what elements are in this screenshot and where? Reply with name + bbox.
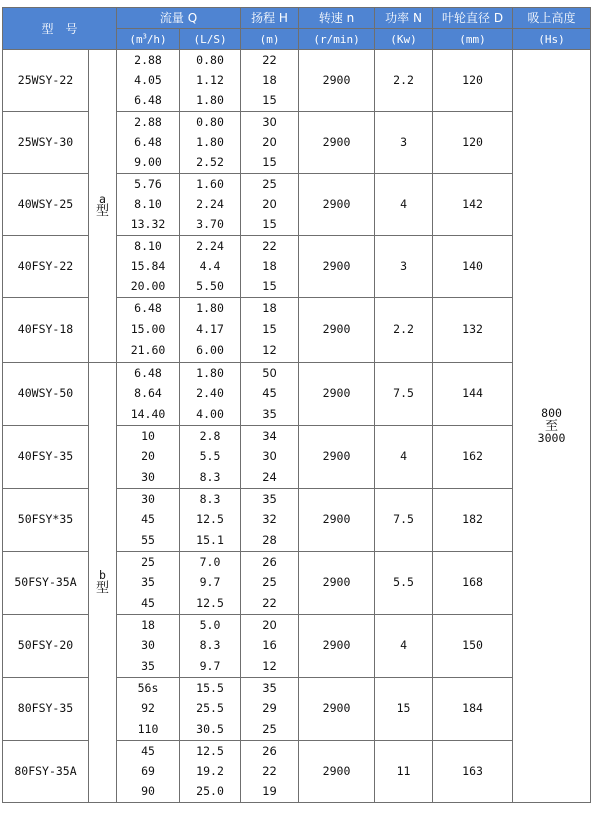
value-text: 29 — [262, 701, 277, 716]
value-text: 12.5 — [196, 512, 224, 527]
impeller-cell: 184 — [433, 678, 513, 741]
head-cell — [241, 741, 299, 803]
value-text: 30 — [141, 491, 155, 506]
suction-bottom: 3000 — [537, 430, 566, 445]
value-text: 1.80 — [196, 301, 224, 316]
value-text: 32 — [262, 512, 277, 527]
flow-ls-cell — [180, 741, 241, 803]
flow-ls-cell — [180, 552, 241, 615]
value-text: 12 — [262, 343, 277, 358]
model-cell: 40FSY-35 — [3, 426, 89, 489]
value-text: 8.3 — [199, 638, 221, 653]
value-text: 9.7 — [199, 575, 221, 590]
flow-ls-cell — [180, 298, 241, 363]
value-text: 4.05 — [134, 72, 162, 87]
value-text: 4.4 — [199, 258, 221, 273]
flow-ls-cell — [180, 112, 241, 174]
speed-cell: 2900 — [299, 174, 375, 236]
header-power: 功率 N — [375, 8, 433, 29]
flow-ls-cell — [180, 50, 241, 112]
head-cell — [241, 615, 299, 678]
flow-unit-pre: (m — [129, 32, 143, 46]
value-text: 15 — [262, 92, 277, 107]
value-text: 110 — [137, 721, 159, 736]
value-text: 26 — [262, 743, 277, 758]
value-text: 56s — [137, 680, 159, 695]
value-text: 5.76 — [134, 176, 162, 191]
power-cell: 3 — [375, 112, 433, 174]
flow-m3h-cell — [117, 363, 180, 426]
value-text: 35 — [262, 680, 277, 695]
power-cell: 7.5 — [375, 363, 433, 426]
model-cell: 40WSY-25 — [3, 174, 89, 236]
flow-m3h-cell — [117, 741, 180, 803]
value-text: 13.32 — [130, 216, 166, 231]
header-impeller: 叶轮直径 D — [433, 8, 513, 29]
value-text: 25.0 — [196, 783, 224, 798]
value-text: 8.10 — [134, 196, 162, 211]
model-cell: 40FSY-22 — [3, 236, 89, 298]
value-text: 25.5 — [196, 701, 224, 716]
value-text: 2.40 — [196, 386, 224, 401]
value-text: 18 — [262, 258, 277, 273]
flow-m3h-cell — [117, 298, 180, 363]
model-cell: 50FSY*35 — [3, 489, 89, 552]
flow-ls-cell — [180, 489, 241, 552]
header-head: 扬程 H — [241, 8, 299, 29]
value-text: 22 — [262, 238, 277, 253]
value-text: 26 — [262, 554, 277, 569]
value-text: 19 — [262, 783, 277, 798]
value-text: 12 — [262, 658, 277, 673]
value-text: 6.48 — [134, 134, 162, 149]
value-text: 20.00 — [130, 278, 166, 293]
value-text: 55 — [141, 532, 155, 547]
value-text: 69 — [141, 763, 155, 778]
model-cell: 80FSY-35 — [3, 678, 89, 741]
impeller-cell: 182 — [433, 489, 513, 552]
group-word: 型 — [96, 204, 110, 220]
flow-ls-cell — [180, 174, 241, 236]
value-text: 25 — [262, 575, 277, 590]
value-text: 30 — [141, 469, 155, 484]
value-text: 12.5 — [196, 743, 224, 758]
value-text: 4.17 — [196, 322, 224, 337]
speed-cell: 2900 — [299, 363, 375, 426]
value-text: 2.24 — [196, 196, 224, 211]
value-text: 30.5 — [196, 721, 224, 736]
model-cell: 50FSY-35A — [3, 552, 89, 615]
value-text: 8.10 — [134, 238, 162, 253]
value-text: 50 — [262, 365, 277, 380]
value-text: 9.00 — [134, 154, 162, 169]
power-cell: 7.5 — [375, 489, 433, 552]
value-text: 18 — [262, 72, 277, 87]
model-cell: 25WSY-22 — [3, 50, 89, 112]
flow-ls-cell — [180, 678, 241, 741]
flow-ls-cell — [180, 426, 241, 489]
value-text: 20 — [262, 196, 277, 211]
value-text: 6.48 — [134, 92, 162, 107]
model-cell: 25WSY-30 — [3, 112, 89, 174]
value-text: 2.8 — [199, 428, 221, 443]
head-cell — [241, 112, 299, 174]
value-text: 92 — [141, 701, 155, 716]
head-cell — [241, 174, 299, 236]
value-text: 8.3 — [199, 469, 221, 484]
value-text: 15.00 — [130, 322, 166, 337]
group-a-label — [89, 50, 117, 363]
power-cell: 4 — [375, 426, 433, 489]
group-letter: b — [99, 568, 106, 583]
value-text: 45 — [141, 512, 155, 527]
value-text: 2.88 — [134, 52, 162, 67]
impeller-cell: 132 — [433, 298, 513, 363]
value-text: 2.24 — [196, 238, 224, 253]
value-text: 12.5 — [196, 595, 224, 610]
suction-mid: 至 — [545, 418, 559, 434]
speed-cell: 2900 — [299, 615, 375, 678]
suction-height-cell — [513, 50, 591, 803]
impeller-cell: 144 — [433, 363, 513, 426]
group-b-label — [89, 363, 117, 803]
value-text: 1.80 — [196, 365, 224, 380]
header-flow-unit-m3h — [117, 29, 180, 50]
header-suction-unit: (Hs) — [513, 29, 591, 50]
flow-ls-cell — [180, 363, 241, 426]
value-text: 20 — [262, 134, 277, 149]
value-text: 2.52 — [196, 154, 224, 169]
flow-m3h-cell — [117, 426, 180, 489]
value-text: 25 — [262, 176, 277, 191]
flow-unit-sup: 3 — [142, 31, 147, 40]
header-speed: 转速 n — [299, 8, 375, 29]
value-text: 1.12 — [196, 72, 224, 87]
value-text: 15 — [262, 278, 277, 293]
flow-m3h-cell — [117, 552, 180, 615]
head-cell — [241, 426, 299, 489]
flow-unit-post: /h) — [146, 32, 167, 46]
value-text: 10 — [141, 428, 155, 443]
speed-cell: 2900 — [299, 489, 375, 552]
impeller-cell: 162 — [433, 426, 513, 489]
value-text: 19.2 — [196, 763, 224, 778]
value-text: 35 — [262, 406, 277, 421]
header-power-unit: (Kw) — [375, 29, 433, 50]
value-text: 30 — [262, 114, 277, 129]
value-text: 8.64 — [134, 386, 162, 401]
header-flow: 流量 Q — [117, 8, 241, 29]
header-model: 型 号 — [3, 8, 117, 50]
value-text: 0.80 — [196, 52, 224, 67]
value-text: 7.0 — [199, 554, 221, 569]
head-cell — [241, 236, 299, 298]
value-text: 5.50 — [196, 278, 224, 293]
value-text: 15.84 — [130, 258, 166, 273]
pump-spec-table — [2, 7, 591, 803]
value-text: 9.7 — [199, 658, 221, 673]
value-text: 3.70 — [196, 216, 224, 231]
flow-m3h-cell — [117, 236, 180, 298]
speed-cell: 2900 — [299, 50, 375, 112]
model-cell: 40WSY-50 — [3, 363, 89, 426]
model-cell: 80FSY-35A — [3, 741, 89, 803]
header-impeller-unit: (mm) — [433, 29, 513, 50]
header-head-unit: (m) — [241, 29, 299, 50]
header-suction: 吸上高度 — [513, 8, 591, 29]
value-text: 20 — [141, 449, 155, 464]
table-row — [3, 50, 591, 112]
value-text: 6.00 — [196, 343, 224, 358]
flow-m3h-cell — [117, 174, 180, 236]
flow-ls-cell — [180, 236, 241, 298]
speed-cell: 2900 — [299, 426, 375, 489]
value-text: 20 — [262, 617, 277, 632]
value-text: 35 — [262, 491, 277, 506]
value-text: 4.00 — [196, 406, 224, 421]
power-cell: 4 — [375, 174, 433, 236]
value-text: 1.80 — [196, 134, 224, 149]
value-text: 16 — [262, 638, 277, 653]
suction-top: 800 — [541, 406, 562, 420]
head-cell — [241, 50, 299, 112]
header-speed-unit: (r/min) — [299, 29, 375, 50]
value-text: 22 — [262, 595, 277, 610]
group-word: 型 — [96, 580, 110, 596]
head-cell — [241, 298, 299, 363]
impeller-cell: 150 — [433, 615, 513, 678]
table-body — [3, 50, 591, 803]
head-cell — [241, 489, 299, 552]
value-text: 15 — [262, 216, 277, 231]
value-text: 45 — [141, 743, 155, 758]
power-cell: 15 — [375, 678, 433, 741]
value-text: 22 — [262, 52, 277, 67]
value-text: 5.0 — [199, 617, 221, 632]
power-cell: 5.5 — [375, 552, 433, 615]
value-text: 35 — [141, 575, 155, 590]
power-cell: 2.2 — [375, 50, 433, 112]
model-cell: 50FSY-20 — [3, 615, 89, 678]
value-text: 25 — [262, 721, 277, 736]
value-text: 45 — [141, 595, 155, 610]
power-cell: 4 — [375, 615, 433, 678]
flow-m3h-cell — [117, 489, 180, 552]
value-text: 18 — [141, 617, 155, 632]
flow-m3h-cell — [117, 112, 180, 174]
flow-ls-cell — [180, 615, 241, 678]
speed-cell: 2900 — [299, 112, 375, 174]
speed-cell: 2900 — [299, 298, 375, 363]
value-text: 15.1 — [196, 532, 224, 547]
impeller-cell: 142 — [433, 174, 513, 236]
value-text: 8.3 — [199, 491, 221, 506]
speed-cell: 2900 — [299, 678, 375, 741]
value-text: 5.5 — [199, 449, 221, 464]
flow-m3h-cell — [117, 678, 180, 741]
value-text: 30 — [141, 638, 155, 653]
power-cell: 2.2 — [375, 298, 433, 363]
value-text: 30 — [262, 449, 277, 464]
value-text: 22 — [262, 763, 277, 778]
power-cell: 11 — [375, 741, 433, 803]
value-text: 15.5 — [196, 680, 224, 695]
impeller-cell: 120 — [433, 50, 513, 112]
model-cell: 40FSY-18 — [3, 298, 89, 363]
value-text: 15 — [262, 154, 277, 169]
flow-m3h-cell — [117, 50, 180, 112]
power-cell: 3 — [375, 236, 433, 298]
impeller-cell: 168 — [433, 552, 513, 615]
value-text: 28 — [262, 532, 277, 547]
header-flow-unit-ls: (L/S) — [180, 29, 241, 50]
value-text: 1.60 — [196, 176, 224, 191]
value-text: 90 — [141, 783, 155, 798]
value-text: 34 — [262, 428, 277, 443]
speed-cell: 2900 — [299, 552, 375, 615]
value-text: 14.40 — [130, 406, 166, 421]
value-text: 6.48 — [134, 365, 162, 380]
value-text: 15 — [262, 322, 277, 337]
table-row — [3, 363, 591, 426]
flow-m3h-cell — [117, 615, 180, 678]
head-cell — [241, 363, 299, 426]
head-cell — [241, 552, 299, 615]
impeller-cell: 120 — [433, 112, 513, 174]
value-text: 2.88 — [134, 114, 162, 129]
value-text: 35 — [141, 658, 155, 673]
value-text: 21.60 — [130, 343, 166, 358]
value-text: 18 — [262, 301, 277, 316]
value-text: 24 — [262, 469, 277, 484]
group-letter: a — [99, 191, 106, 206]
speed-cell: 2900 — [299, 741, 375, 803]
impeller-cell: 163 — [433, 741, 513, 803]
head-cell — [241, 678, 299, 741]
value-text: 6.48 — [134, 301, 162, 316]
value-text: 45 — [262, 386, 277, 401]
value-text: 0.80 — [196, 114, 224, 129]
value-text: 1.80 — [196, 92, 224, 107]
value-text: 25 — [141, 554, 155, 569]
impeller-cell: 140 — [433, 236, 513, 298]
speed-cell: 2900 — [299, 236, 375, 298]
